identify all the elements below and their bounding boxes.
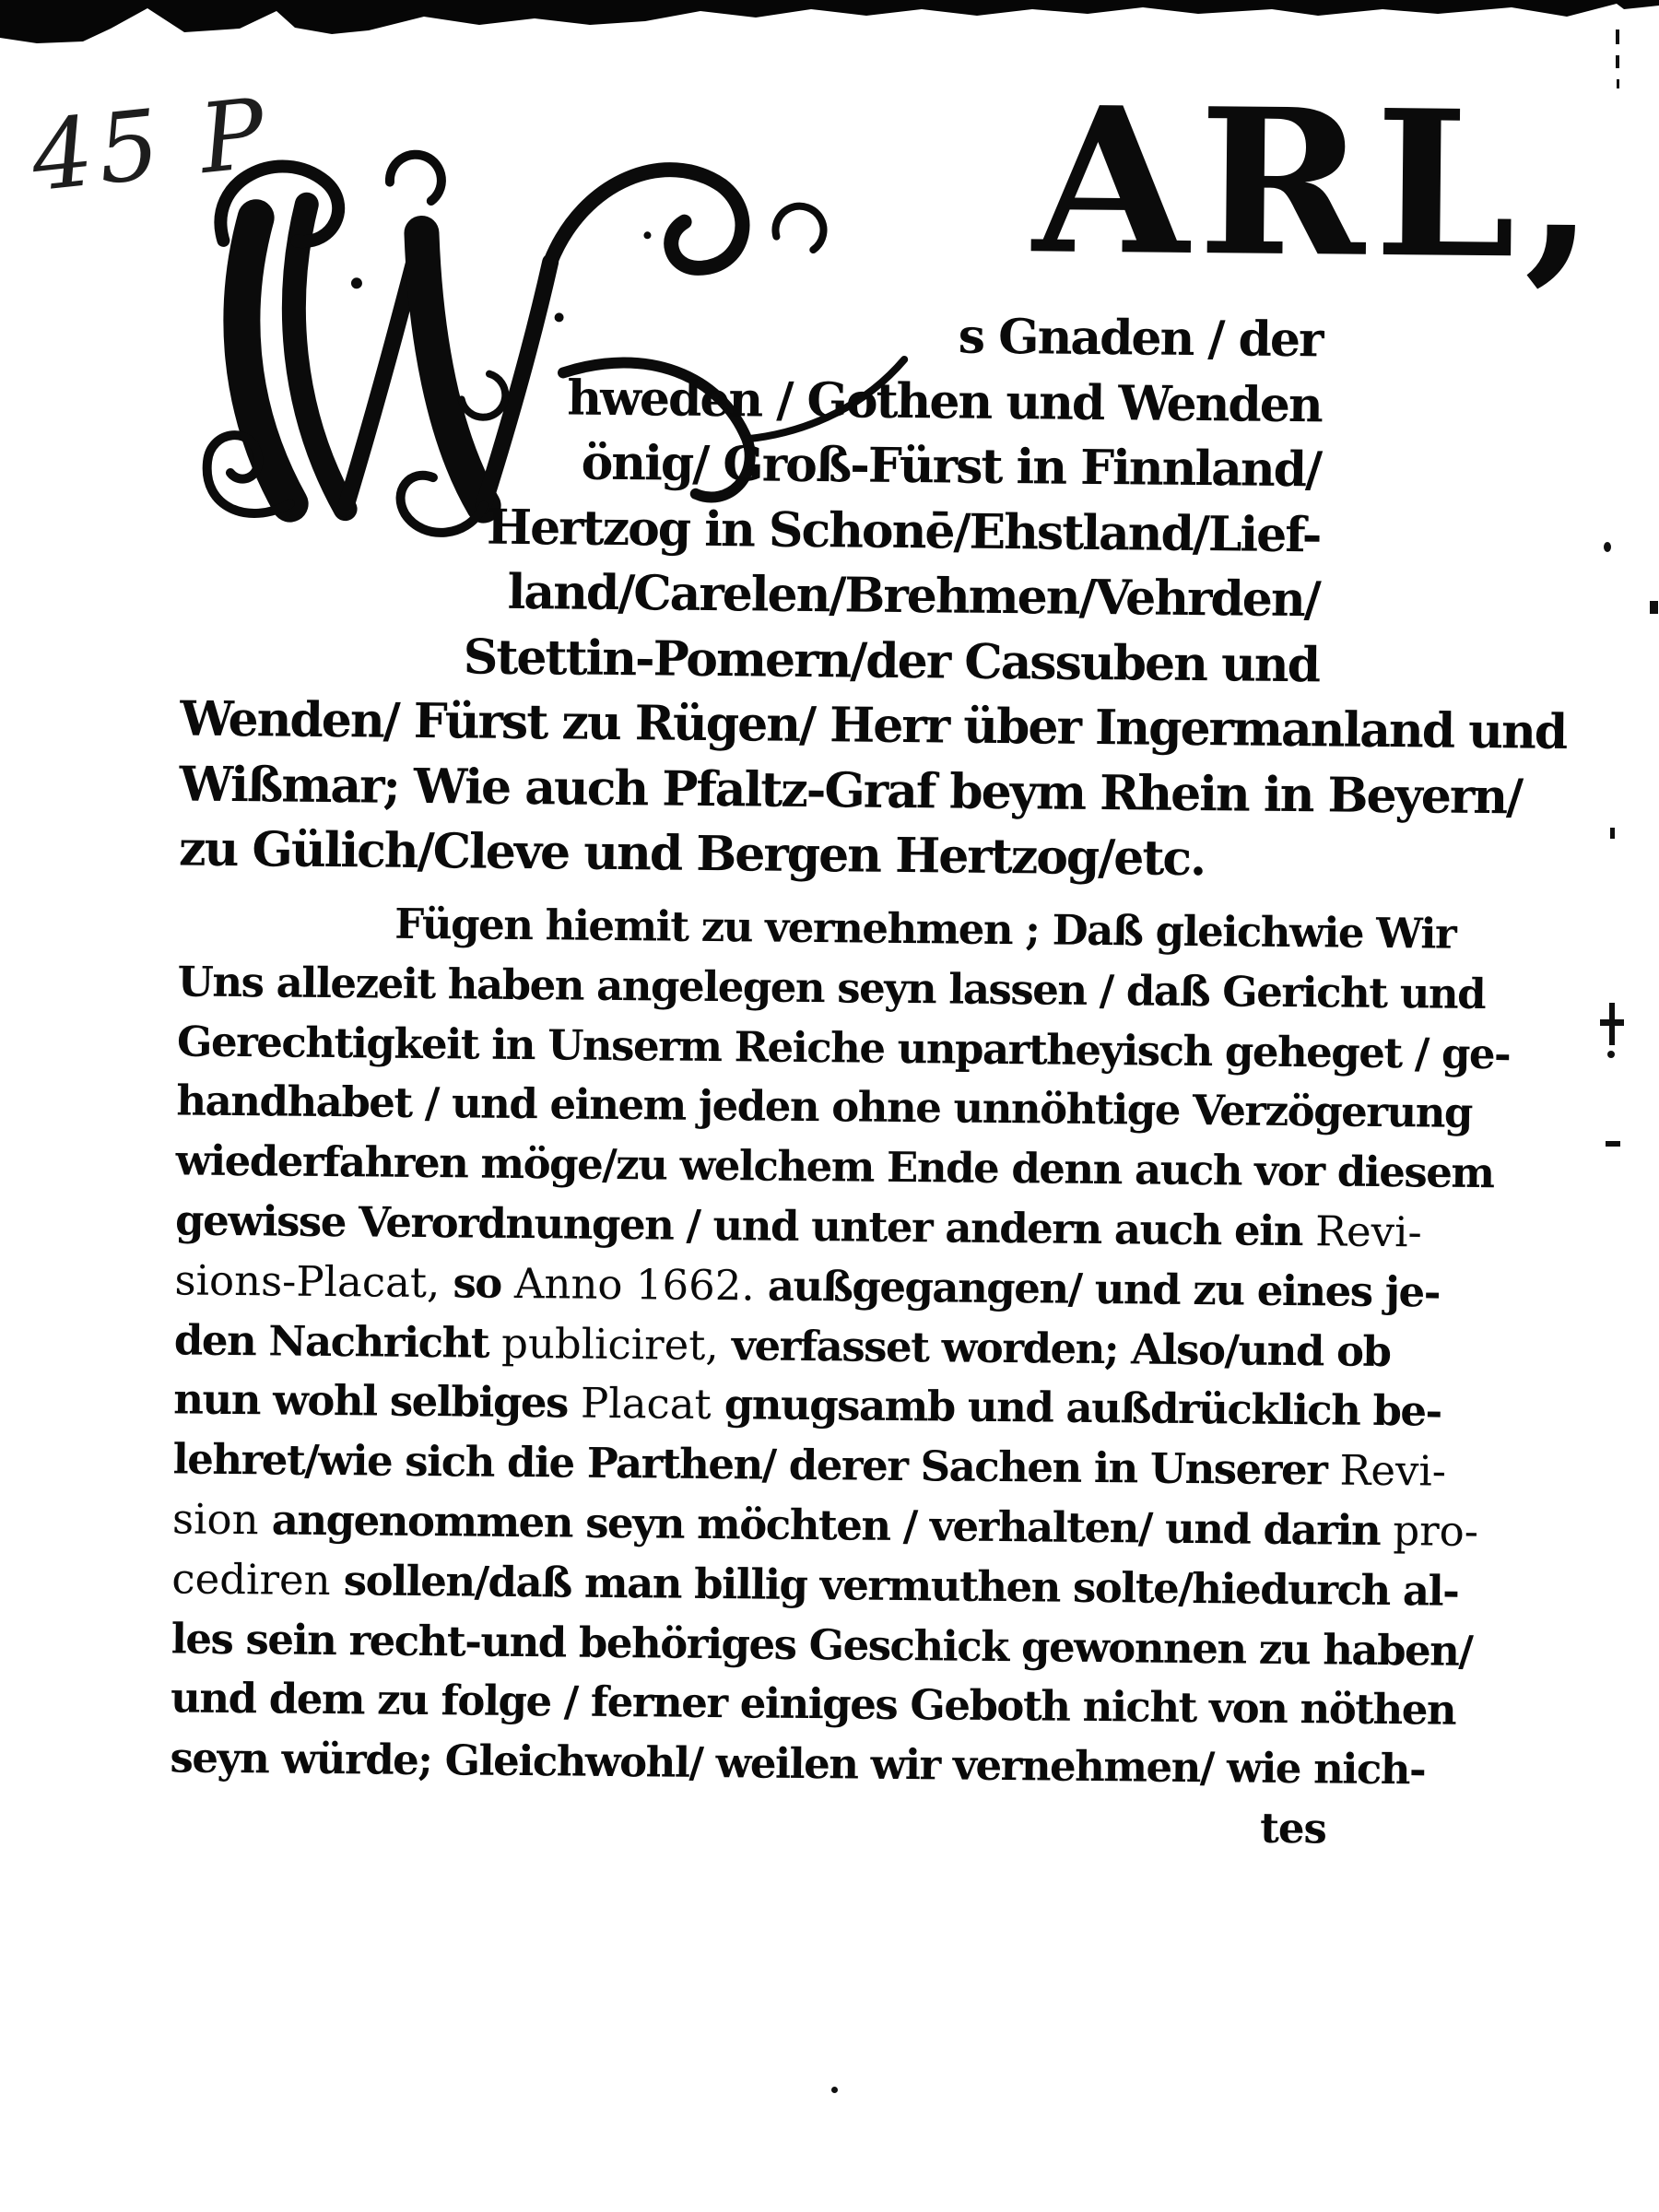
text-line: gewisse Verordnungen / und unter andern auch ein Revi- (174, 1195, 1422, 1257)
text-line: cediren sollen/daß man billig vermuthen solte/hiedurch al- (171, 1554, 1459, 1616)
text-line: den Nachricht publiciret, verfasset worden; Also/und ob (173, 1315, 1391, 1376)
handwritten-shelfmark: 45 P (26, 76, 276, 214)
text-line: Uns allezeit haben angelegen seyn lassen / daß Gericht und (177, 957, 1486, 1018)
text-line: Wißmar; Wie auch Pfaltz-Graf beym Rhein in Beyern/ (179, 755, 1523, 825)
text-line: sion angenommen seyn möchten / verhalten/ und darin pro- (171, 1494, 1479, 1556)
text-line: Wenden/ Fürst zu Rügen/ Herr über Ingermanland und (180, 690, 1567, 760)
text-line: lehret/wie sich die Parthen/ derer Sachen in Unserer Revi- (172, 1434, 1447, 1496)
text-line: zu Gülich/Cleve und Bergen Hertzog/etc. (178, 820, 1206, 888)
text-line: nun wohl selbiges Placat gnugsamb und außdrücklich be- (173, 1374, 1442, 1437)
text-line: Gerechtigkeit in Unserm Reiche unpartheyisch geheget / ge- (176, 1017, 1511, 1078)
royal-titles-block (178, 297, 1567, 892)
text-line: land/Carelen/Brehmen/Vehrden/ (507, 563, 1320, 629)
page-title: ARL, (1031, 63, 1606, 305)
text-line: hweden / Gothen und Wenden (567, 369, 1323, 433)
text-line: seyn würde; Gleichwohl/ weilen wir vernehmen/ wie nich- (170, 1733, 1426, 1794)
text-line: handhabet / und einem jeden ohne unnöhtige Verzögerung (176, 1076, 1473, 1138)
text-line: Fügen hiemit zu vernehmen ; Daß gleichwie Wir (394, 899, 1456, 959)
text-line: s Gnaden / der (958, 308, 1323, 369)
text-line: Hertzog in Schonē/Ehstland/Lief- (486, 499, 1321, 563)
text-line: wiederfahren möge/zu welchem Ende denn auch vor diesem (175, 1135, 1494, 1198)
text-line: önig/ Groß-Fürst in Finnland/ (581, 434, 1322, 499)
text-line: sions-Placat, so Anno 1662. außgegangen/ und zu eines je- (174, 1255, 1441, 1317)
text-line: les sein recht-und behöriges Geschick gewonnen zu haben/ (171, 1613, 1473, 1676)
text-line: Stettin-Pomern/der Cassuben und (463, 628, 1320, 693)
catchword: tes (1259, 1803, 1327, 1853)
proclamation-body (170, 892, 1511, 1859)
text-line: und dem zu folge / ferner einiges Geboth nicht von nöthen (170, 1673, 1456, 1735)
body-lines (170, 892, 1511, 1799)
